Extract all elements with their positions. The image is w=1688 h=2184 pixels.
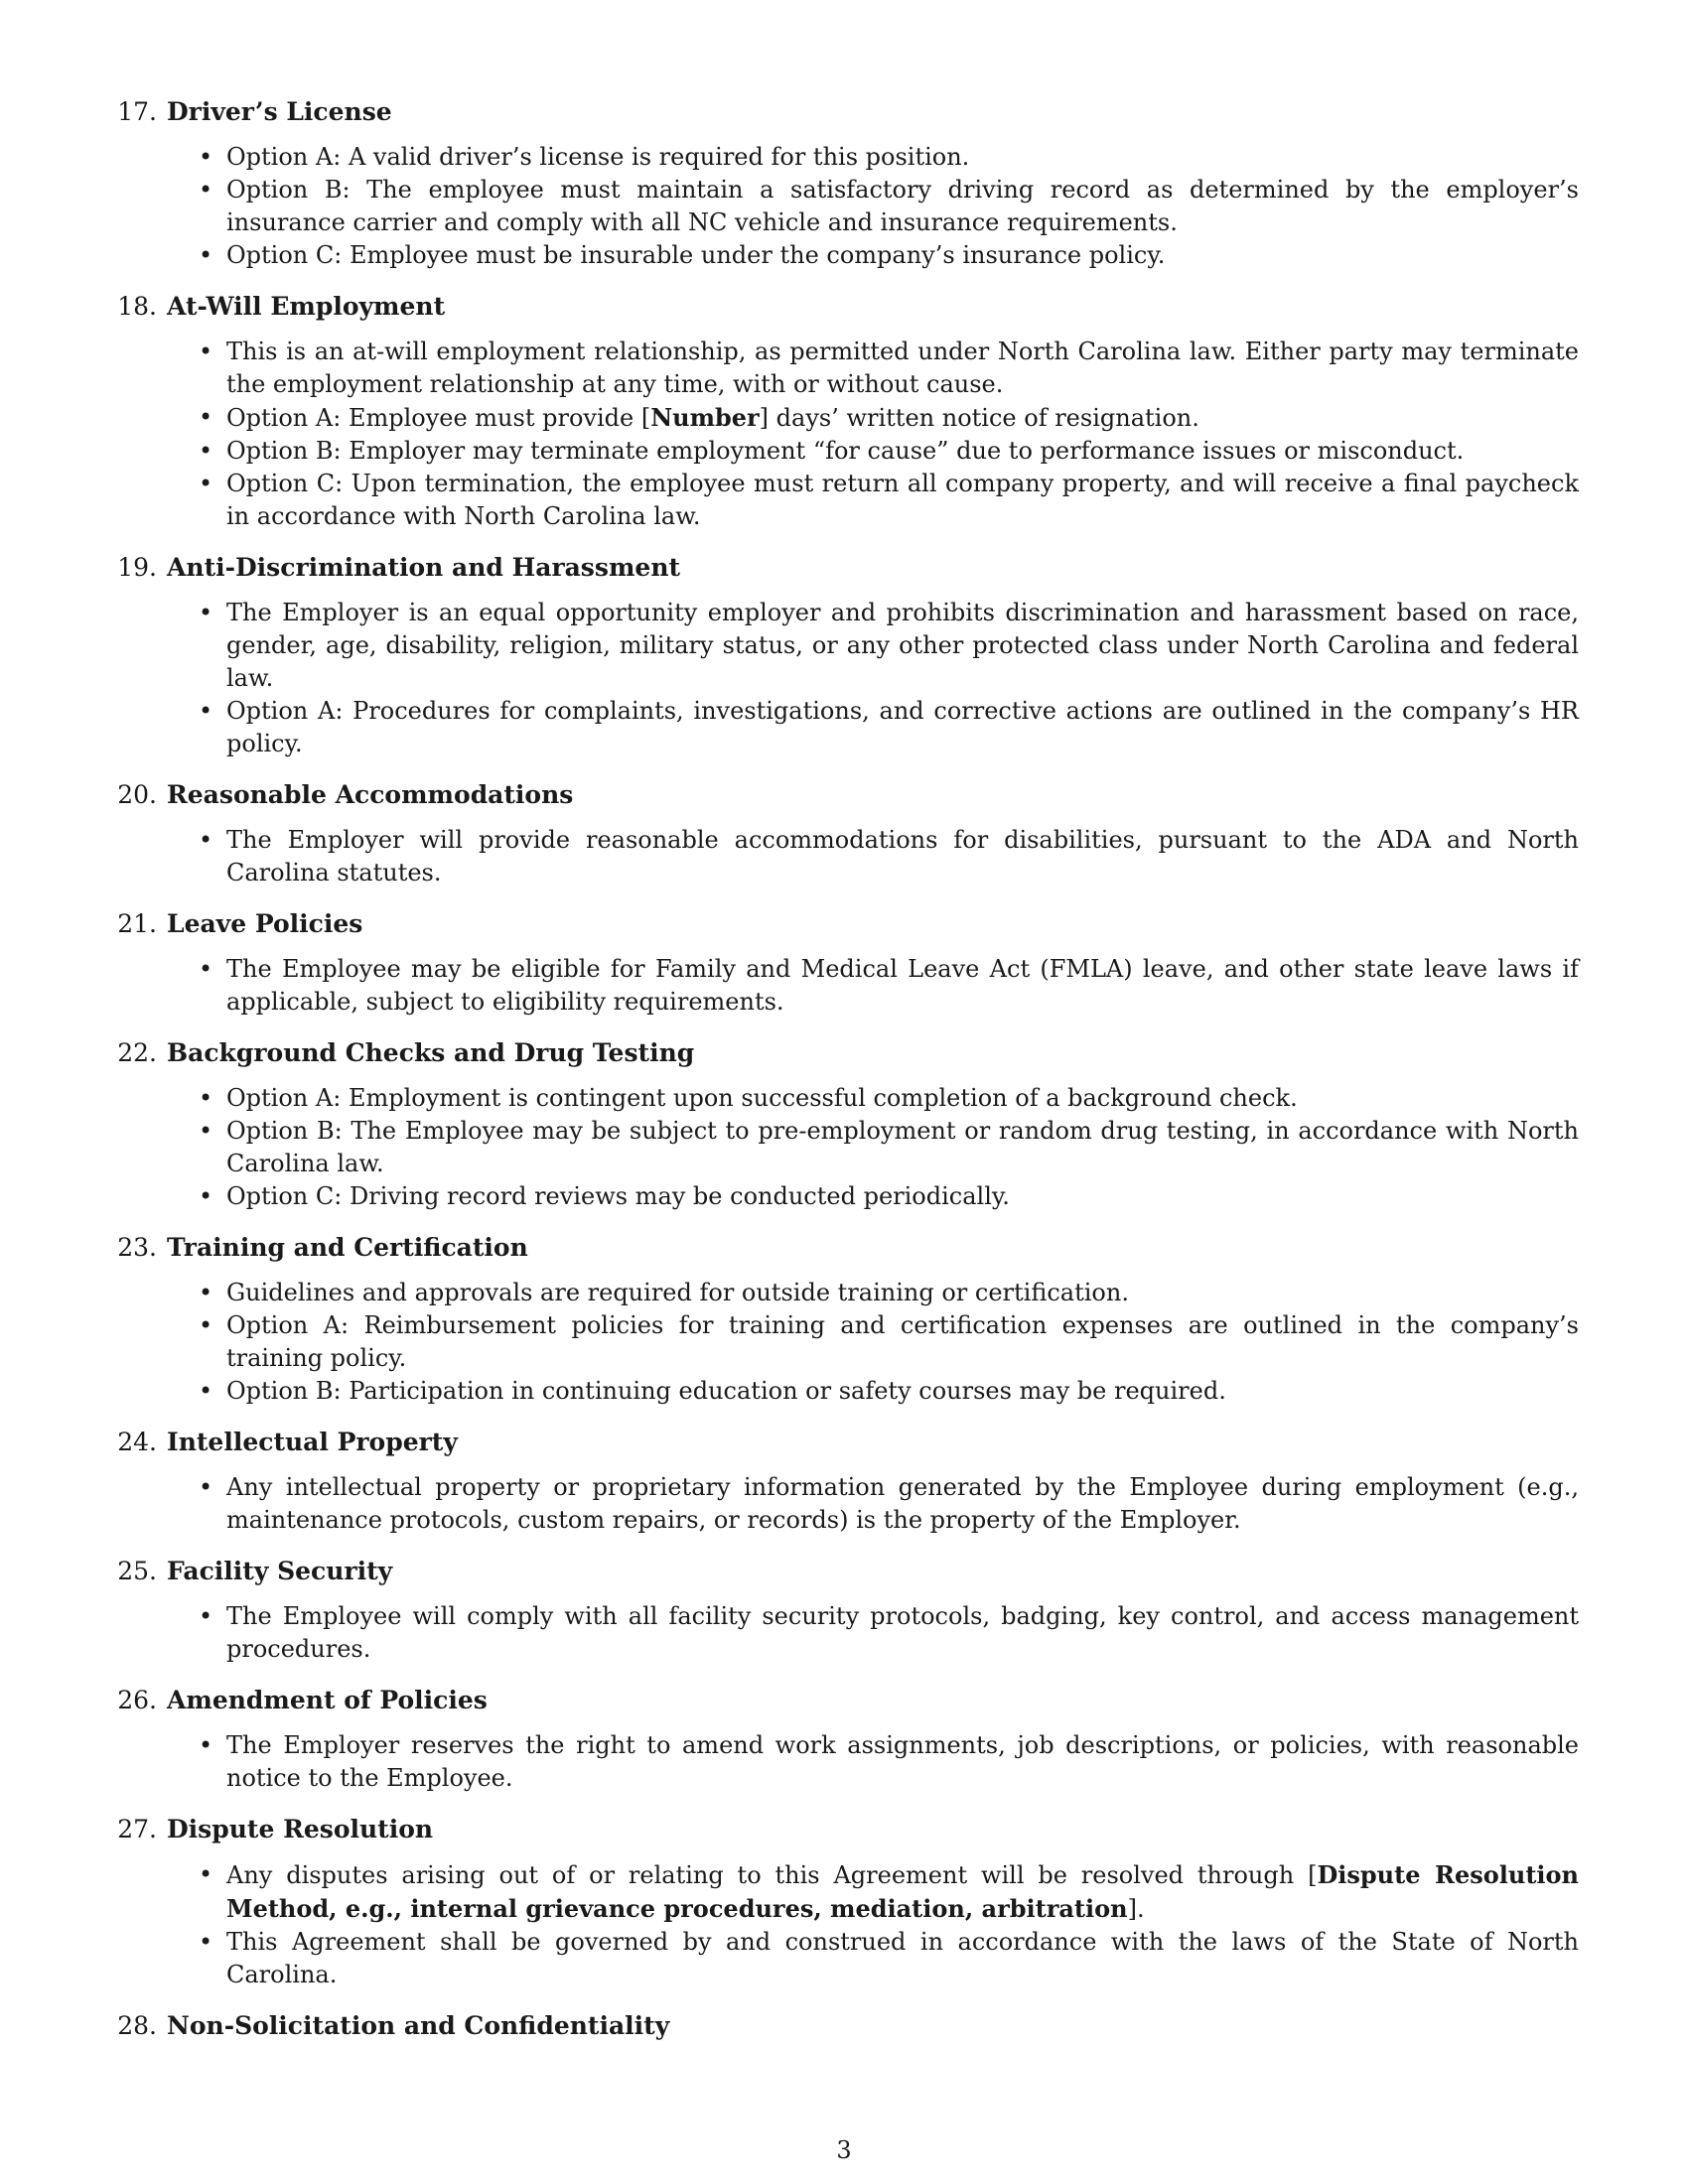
- section-number: 17.: [117, 97, 157, 126]
- section-21: [109, 907, 1579, 1019]
- section-number: 28.: [117, 2011, 157, 2040]
- section-number: 19.: [117, 553, 157, 582]
- list-item: • Option A: Reimbursement policies for training and certification expenses are outlined in the company’s training policy.: [167, 1309, 1579, 1375]
- list-item: • This is an at-will employment relationship, as permitted under North Carolina law. Either party may terminate the employment relationship at any time, with or without cause.: [167, 336, 1579, 401]
- section-heading: [109, 778, 1579, 812]
- section-number: 27.: [117, 1815, 157, 1843]
- list-item: • Option C: Upon termination, the employee must return all company property, and will receive a final paycheck in accordance with North Carolina law.: [167, 468, 1579, 533]
- section-heading: [109, 1813, 1579, 1846]
- list-item: • Option B: The employee must maintain a satisfactory driving record as determined by the employer’s insurance carrier and comply with all NC vehicle and insurance requirements.: [167, 174, 1579, 239]
- section-number: 22.: [117, 1038, 157, 1067]
- list-item: • The Employee will comply with all facility security protocols, badging, key control, and access management procedures.: [167, 1600, 1579, 1666]
- section-25: [109, 1555, 1579, 1666]
- section-heading: [109, 290, 1579, 324]
- list-item: • Any intellectual property or proprietary information generated by the Employee during employment (e.g., maintenance protocols, custom repairs, or records) is the property of the Employer.: [167, 1471, 1579, 1537]
- bullet-list: [109, 953, 1579, 1019]
- list-item: • Option C: Employee must be insurable under the company’s insurance policy.: [167, 239, 1579, 272]
- section-19: [109, 551, 1579, 760]
- list-item: • Guidelines and approvals are required for outside training or certification.: [167, 1277, 1579, 1309]
- section-title: Leave Policies: [167, 909, 363, 938]
- section-number: 20.: [117, 780, 157, 809]
- section-heading: [109, 95, 1579, 129]
- section-title: Facility Security: [167, 1557, 393, 1585]
- list-item: • The Employer is an equal opportunity employer and prohibits discrimination and harassment based on race, gender, age, disability, religion, military status, or any other protected class under North Carolina and federal law.: [167, 597, 1579, 695]
- list-item: • The Employee may be eligible for Family and Medical Leave Act (FMLA) leave, and other state leave laws if applicable, subject to eligibility requirements.: [167, 953, 1579, 1019]
- section-28: [109, 2009, 1579, 2043]
- section-title: Training and Certification: [167, 1233, 528, 1262]
- section-20: [109, 778, 1579, 889]
- bullet-list: [109, 1600, 1579, 1666]
- section-22: [109, 1036, 1579, 1213]
- bullet-list: [109, 141, 1579, 272]
- section-title: Driver’s License: [167, 97, 392, 126]
- list-item: • Option A: Employment is contingent upon successful completion of a background check.: [167, 1082, 1579, 1115]
- section-heading: [109, 1555, 1579, 1588]
- section-23: [109, 1231, 1579, 1408]
- section-27: [109, 1813, 1579, 1991]
- section-number: 18.: [117, 292, 157, 321]
- section-24: [109, 1426, 1579, 1537]
- list-item: • Option B: Employer may terminate employment “for cause” due to performance issues or misconduct.: [167, 435, 1579, 468]
- section-26: [109, 1684, 1579, 1795]
- section-heading: [109, 551, 1579, 585]
- section-title: At-Will Employment: [167, 292, 446, 321]
- section-18: [109, 290, 1579, 533]
- section-number: 25.: [117, 1557, 157, 1585]
- section-number: 23.: [117, 1233, 157, 1262]
- bullet-list: [109, 336, 1579, 533]
- section-title: Intellectual Property: [167, 1428, 458, 1456]
- section-heading: [109, 1036, 1579, 1070]
- section-title: Reasonable Accommodations: [167, 780, 574, 809]
- bullet-list: [109, 1729, 1579, 1795]
- list-item: • Option C: Driving record reviews may be conducted periodically.: [167, 1180, 1579, 1213]
- list-item: • Option A: Employee must provide [Number] days’ written notice of resignation.: [167, 401, 1579, 435]
- section-title: Amendment of Policies: [167, 1686, 488, 1714]
- bold-placeholder: Dispute Resolution Method, e.g., internal grievance procedures, mediation, arbitration: [226, 1860, 1580, 1923]
- list-item: • Option B: The Employee may be subject to pre-employment or random drug testing, in accordance with North Carolina law.: [167, 1115, 1579, 1180]
- section-heading: [109, 2009, 1579, 2043]
- section-number: 21.: [117, 909, 157, 938]
- list-item: • Option B: Participation in continuing education or safety courses may be required.: [167, 1375, 1579, 1408]
- section-title: Background Checks and Drug Testing: [167, 1038, 695, 1067]
- section-heading: [109, 1426, 1579, 1459]
- section-number: 24.: [117, 1428, 157, 1456]
- section-heading: [109, 907, 1579, 941]
- list-item: • Option A: A valid driver’s license is required for this position.: [167, 141, 1579, 174]
- document-page: [109, 95, 1579, 2061]
- section-heading: [109, 1684, 1579, 1717]
- list-item: • Any disputes arising out of or relating to this Agreement will be resolved through [Dispute Resolution Method, e.g., internal grievance procedures, mediation, arbitration].: [167, 1858, 1579, 1926]
- bold-placeholder: Number: [650, 403, 760, 432]
- section-heading: [109, 1231, 1579, 1265]
- section-number: 26.: [117, 1686, 157, 1714]
- bullet-list: [109, 1082, 1579, 1213]
- page-number: 3: [836, 2136, 852, 2164]
- bullet-list: [109, 1277, 1579, 1408]
- section-17: [109, 95, 1579, 272]
- section-title: Anti-Discrimination and Harassment: [167, 553, 681, 582]
- list-item: • The Employer reserves the right to amend work assignments, job descriptions, or policies, with reasonable notice to the Employee.: [167, 1729, 1579, 1795]
- section-title: Dispute Resolution: [167, 1815, 434, 1843]
- list-item: • This Agreement shall be governed by and construed in accordance with the laws of the State of North Carolina.: [167, 1926, 1579, 1991]
- bullet-list: [109, 1471, 1579, 1537]
- bullet-list: [109, 824, 1579, 889]
- section-title: Non-Solicitation and Confidentiality: [167, 2011, 670, 2040]
- list-item: • The Employer will provide reasonable accommodations for disabilities, pursuant to the ADA and North Carolina statutes.: [167, 824, 1579, 889]
- list-item: • Option A: Procedures for complaints, investigations, and corrective actions are outlined in the company’s HR policy.: [167, 695, 1579, 760]
- bullet-list: [109, 597, 1579, 760]
- bullet-list: [109, 1858, 1579, 1991]
